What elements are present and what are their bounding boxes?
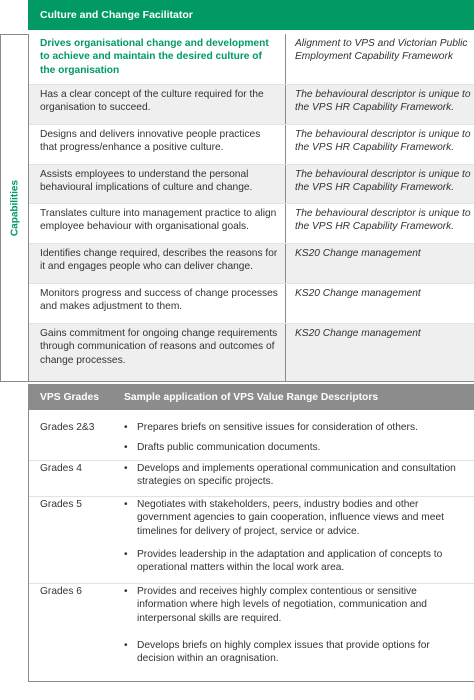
bullet-marker: • (124, 422, 128, 433)
framework-note: KS20 Change management (285, 324, 474, 381)
capability-row (29, 85, 474, 125)
capability-row (29, 125, 474, 165)
capabilities-table (28, 34, 474, 382)
capability-text: Identifies change required, describes the reasons for it and engages people who can deliver change. (40, 248, 278, 273)
framework-note: The behavioural descriptor is unique to the VPS HR Capability Framework. (285, 85, 474, 124)
grade-label: Grades 6 (40, 586, 82, 597)
capability-text: Designs and delivers innovative people practices that progress/enhance a positive culture. (40, 129, 261, 154)
capability-row (29, 324, 474, 381)
capability-row (29, 165, 474, 204)
capability-row (29, 34, 474, 85)
descriptors-column-header: Sample application of VPS Value Range Descriptors (124, 392, 379, 403)
descriptor-text: Develops and implements operational communication and consultation strategies on specific projects. (137, 463, 456, 488)
capability-text: Assists employees to understand the personal behavioural implications of culture and change. (40, 169, 253, 194)
capability-heading: Drives organisational change and development to achieve and maintain the desired culture of the organisation (40, 38, 269, 76)
framework-note: The behavioural descriptor is unique to the VPS HR Capability Framework. (285, 165, 474, 203)
grade-row (29, 497, 474, 584)
capability-text: Gains commitment for ongoing change requirements through communication of reasons and outcomes of change processes. (40, 328, 278, 366)
grade-row (29, 584, 474, 681)
capabilities-section (0, 34, 474, 382)
capability-row (29, 244, 474, 284)
bullet-marker: • (124, 463, 128, 474)
bullet-marker: • (124, 640, 128, 651)
framework-note: KS20 Change management (285, 244, 474, 283)
capabilities-side-tab (0, 34, 28, 382)
framework-note: The behavioural descriptor is unique to the VPS HR Capability Framework. (285, 204, 474, 243)
descriptor-text: Develops briefs on highly complex issues that provide options for decision within an oragnisation. (137, 640, 430, 665)
descriptor-text: Drafts public communication documents. (137, 442, 321, 453)
bullet-marker: • (124, 586, 128, 597)
descriptor-text: Negotiates with stakeholders, peers, industry bodies and other government agencies to gain cooperation, influence views and meet timelines for delivery of project, service or advice. (137, 499, 444, 537)
side-tab-label: Capabilities (8, 179, 20, 237)
bullet-marker: • (124, 549, 128, 560)
section-title: Culture and Change Facilitator (28, 0, 474, 30)
bullet-marker: • (124, 499, 128, 510)
grades-table (28, 384, 474, 682)
framework-note: KS20 Change management (285, 284, 474, 323)
capability-text: Has a clear concept of the culture required for the organisation to succeed. (40, 89, 264, 114)
bullet-marker: • (124, 442, 128, 453)
grade-label: Grades 4 (40, 463, 82, 474)
descriptor-text: Prepares briefs on sensitive issues for consideration of others. (137, 422, 418, 433)
descriptor-text: Provides and receives highly complex contentious or sensitive information where high levels of negotiation, communication and interpersonal skills are required. (137, 586, 427, 624)
capability-row (29, 204, 474, 244)
grades-column-header: VPS Grades (40, 392, 99, 403)
capability-text: Monitors progress and success of change processes and makes adjustment to them. (40, 288, 278, 313)
framework-note: The behavioural descriptor is unique to the VPS HR Capability Framework. (285, 125, 474, 164)
grades-header (29, 384, 474, 410)
grade-label: Grades 5 (40, 499, 82, 510)
capability-row (29, 284, 474, 324)
framework-alignment: Alignment to VPS and Victorian Public Employment Capability Framework (285, 34, 474, 84)
grade-row (29, 410, 474, 461)
descriptor-text: Provides leadership in the adaptation and application of concepts to operational matters within the local work area. (137, 549, 443, 574)
capability-text: Translates culture into management practice to align employee behaviour with organisational goals. (40, 208, 277, 233)
grade-row (29, 461, 474, 497)
grade-label: Grades 2&3 (40, 422, 95, 433)
